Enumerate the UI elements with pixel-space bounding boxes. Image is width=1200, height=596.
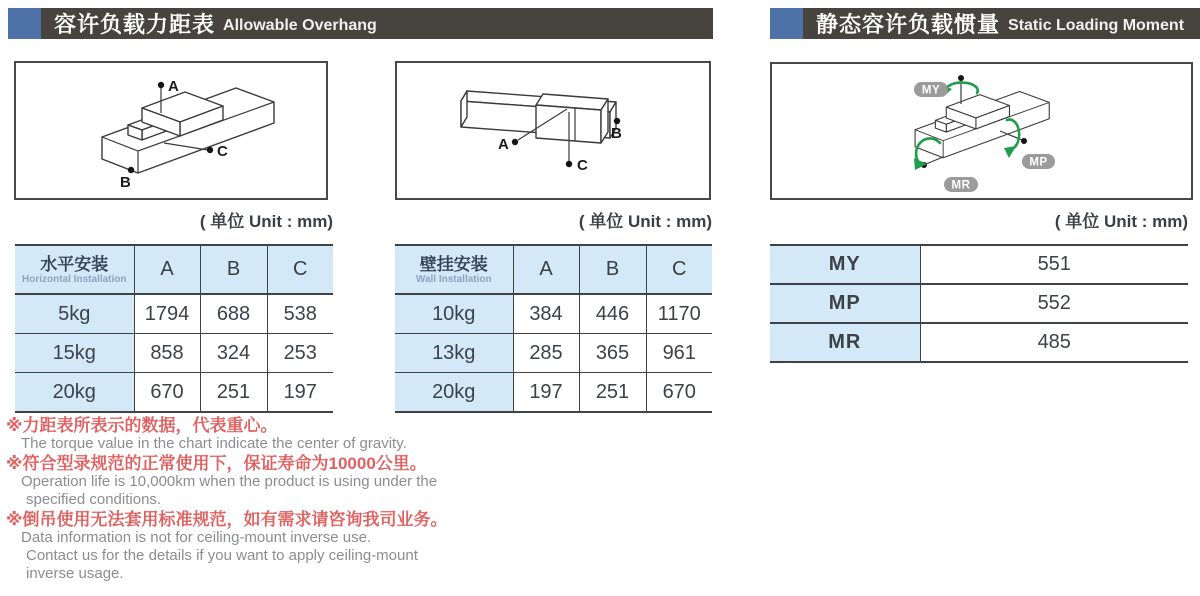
unit-label: ( 单位 Unit : mm) (199, 212, 333, 231)
table-title-zh: 水平安装 (40, 254, 109, 274)
section-header-allowable-overhang (8, 8, 713, 39)
note-zh: ※倒吊使用无法套用标准规范，如有需求请咨询我司业务。 (6, 510, 448, 529)
table-row (15, 294, 333, 334)
point-marker-a (158, 82, 164, 88)
table-row (15, 373, 333, 413)
section-title-zh: 容许负载力距表 (54, 12, 216, 37)
value-cell: 670 (646, 373, 712, 413)
load-label-cell: 20kg (395, 373, 513, 413)
point-label-b: B (611, 125, 622, 142)
table-row (770, 245, 1188, 284)
value-cell: 197 (513, 373, 579, 413)
rail-side-drawing (397, 63, 709, 198)
value-cell: 446 (579, 294, 646, 334)
value-cell: 285 (513, 334, 579, 373)
col-header-a: A (513, 245, 579, 294)
table-row (770, 284, 1188, 323)
section-title-en: Static Loading Moment (1008, 16, 1185, 34)
point-marker-b (614, 118, 620, 124)
col-header-b: B (579, 245, 646, 294)
rail-isometric-drawing (915, 92, 1049, 158)
value-cell: 551 (920, 245, 1188, 284)
value-cell: 1170 (646, 294, 712, 334)
col-header-c: C (267, 245, 333, 294)
static-moment-table (770, 244, 1188, 363)
section-title-zh: 静态容许负载惯量 (816, 12, 1001, 37)
section-header-static-loading-moment (770, 8, 1200, 39)
moment-axes-drawing (772, 64, 1191, 198)
table-title-en: Horizontal Installation (22, 273, 127, 285)
table-header-row (15, 245, 333, 294)
header-accent-square (8, 8, 41, 39)
value-cell: 365 (579, 334, 646, 373)
unit-label: ( 单位 Unit : mm) (1054, 212, 1188, 231)
rail-isometric-drawing (16, 63, 326, 198)
value-cell: 1794 (134, 294, 200, 334)
moment-label-cell: MR (770, 323, 920, 362)
table-header-row (395, 245, 712, 294)
axis-marker-mp (1021, 138, 1027, 144)
table-title-cell (15, 245, 134, 294)
value-cell: 858 (134, 334, 200, 373)
value-cell: 961 (646, 334, 712, 373)
axis-marker-my (958, 75, 964, 81)
note-en: specified conditions. (26, 491, 162, 508)
moment-my-arrow-icon (946, 83, 978, 93)
value-cell: 485 (920, 323, 1188, 362)
point-label-c: C (217, 143, 228, 160)
value-cell: 253 (267, 334, 333, 373)
my-badge-label: MY (921, 84, 941, 97)
unit-label: ( 单位 Unit : mm) (578, 212, 712, 231)
mr-badge-label: MR (951, 179, 971, 192)
table-row (770, 323, 1188, 362)
value-cell: 251 (579, 373, 646, 413)
moment-label-cell: MP (770, 284, 920, 323)
table-title-en: Wall Installation (415, 273, 492, 285)
point-label-a: A (168, 78, 179, 95)
footnotes (6, 415, 496, 583)
point-marker-c (566, 161, 572, 167)
load-label-cell: 20kg (15, 373, 134, 413)
table-row (395, 334, 712, 373)
note-zh: ※符合型录规范的正常使用下，保证寿命为10000公里。 (6, 454, 427, 473)
table-row (395, 294, 712, 334)
point-marker-a (512, 139, 518, 145)
value-cell: 688 (200, 294, 267, 334)
value-cell: 552 (920, 284, 1188, 323)
value-cell: 324 (200, 334, 267, 373)
table-row (395, 373, 712, 413)
note-en: inverse usage. (26, 565, 124, 582)
wall-install-table (395, 244, 712, 413)
static-moment-diagram (770, 62, 1193, 200)
point-label-c: C (577, 157, 588, 174)
note-zh: ※力距表所表示的数据，代表重心。 (6, 416, 278, 435)
table-title-zh: 壁挂安装 (419, 254, 488, 274)
header-accent-square (770, 8, 803, 39)
load-label-cell: 10kg (395, 294, 513, 334)
value-cell: 384 (513, 294, 579, 334)
load-label-cell: 5kg (15, 294, 134, 334)
table-row (15, 334, 333, 373)
mp-badge-label: MP (1029, 156, 1048, 169)
moment-label-cell: MY (770, 245, 920, 284)
point-marker-c (207, 147, 213, 153)
table-title-cell (395, 245, 513, 294)
point-label-a: A (498, 136, 509, 153)
horizontal-installation-diagram (14, 61, 328, 200)
value-cell: 670 (134, 373, 200, 413)
value-cell: 251 (200, 373, 267, 413)
point-marker-b (128, 167, 134, 173)
point-label-b: B (120, 174, 131, 191)
note-en: Data information is not for ceiling-mount inverse use. (21, 529, 372, 546)
note-en: The torque value in the chart indicate the center of gravity. (21, 435, 407, 452)
note-en: Contact us for the details if you want to apply ceiling-mount (26, 547, 418, 564)
wall-installation-diagram (395, 61, 711, 200)
value-cell: 197 (267, 373, 333, 413)
col-header-c: C (646, 245, 712, 294)
load-label-cell: 15kg (15, 334, 134, 373)
col-header-a: A (134, 245, 200, 294)
load-label-cell: 13kg (395, 334, 513, 373)
section-title-en: Allowable Overhang (223, 16, 377, 34)
note-en: Operation life is 10,000km when the product is using under the (21, 473, 438, 490)
value-cell: 538 (267, 294, 333, 334)
horizontal-install-table (15, 244, 333, 413)
col-header-b: B (200, 245, 267, 294)
